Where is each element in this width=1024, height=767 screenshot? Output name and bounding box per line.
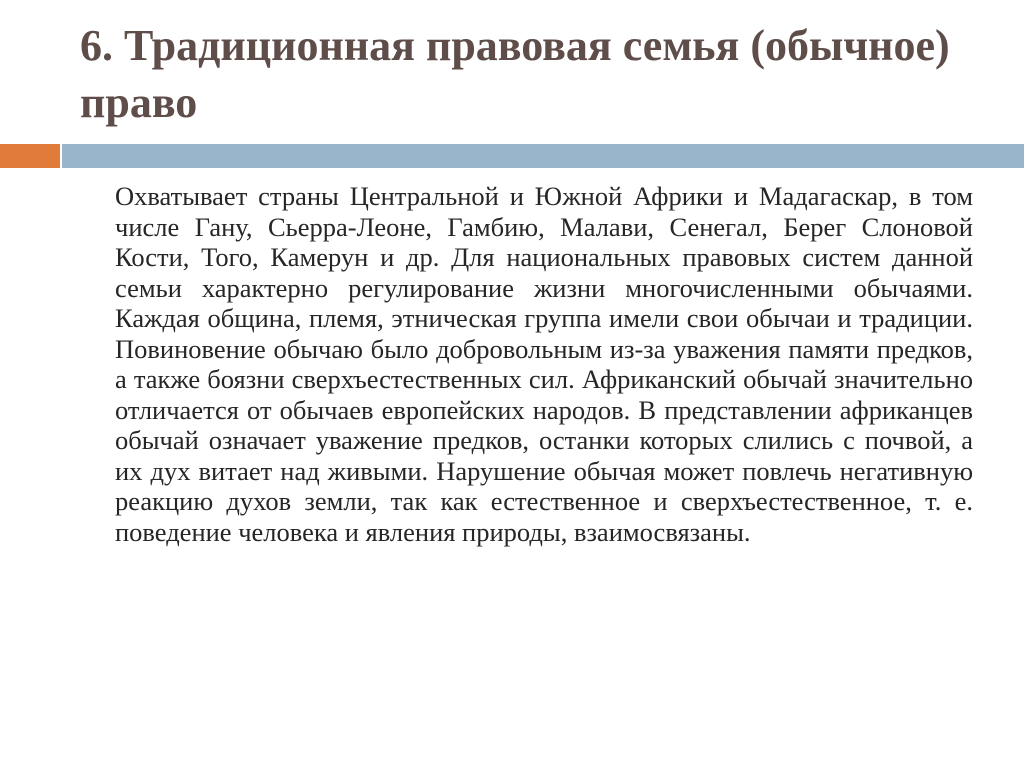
slide-title: 6. Традиционная правовая семья (обычное) право bbox=[80, 21, 950, 127]
blue-divider-bar bbox=[62, 144, 1024, 168]
slide-body-text: Охватывает страны Центральной и Южной Африки и Мадагаскар, в том числе Гану, Сьерра-Леоне, Гамбию, Малави, Сенегал, Берег Слоновой Кости, Того, Камерун и др. Для национальных правовых систем данной семьи характерно регулирование жизни многочисленными обычаями. Каждая община, племя, этническая группа имели свои обычаи и традиции. Повиновение обычаю было добровольным из-за уважения памяти предков, а также боязни сверхъестественных сил. Африканский обычай значительно отличается от обычаев европейских народов. В представлении африканцев обычай означает уважение предков, останки которых слились с почвой, а их дух витает над живыми. Нарушение обычая может повлечь негативную реакцию духов земли, так как естественное и сверхъестественное, т. е. поведение человека и явления природы, взаимосвязаны. bbox=[115, 181, 973, 547]
orange-accent-bar bbox=[0, 144, 60, 168]
